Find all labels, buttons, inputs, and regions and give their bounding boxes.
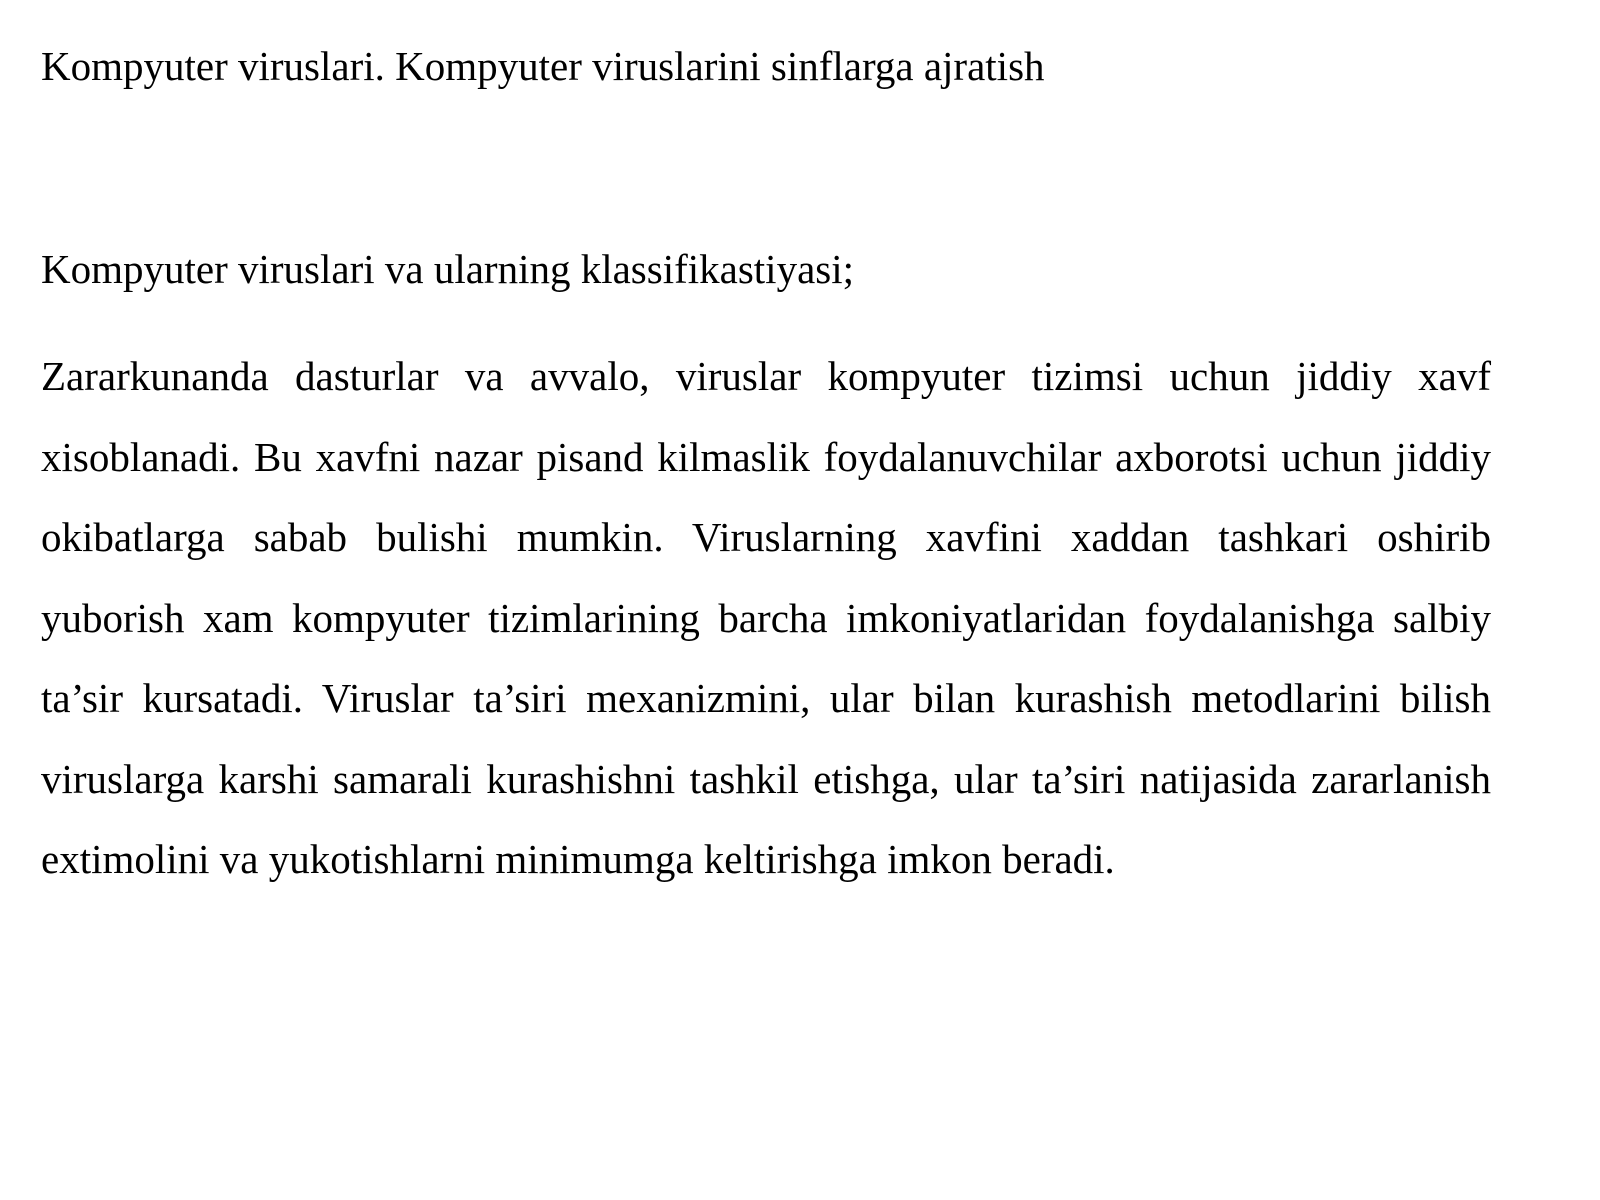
document-title: Kompyuter viruslari. Kompyuter viruslarini sinflarga ajratish xyxy=(41,43,1045,89)
body-paragraph: Zararkunanda dasturlar va avvalo, viruslar kompyuter tizimsi uchun jiddiy xavf xisoblanadi. Bu xavfni nazar pisand kilmaslik foydalanuvchilar axborotsi uchun jiddiy okibatlarga sabab bulishi mumkin. Viruslarning xavfini xaddan tashkari oshirib yuborish xam kompyuter tizimlarining barcha imkoniyatlaridan foydalanishga salbiy ta’sir kursatadi. Viruslar ta’siri mexanizmini, ular bilan kurashish metodlarini bilish viruslarga karshi samarali kurashishni tashkil etishga, ular ta’siri natijasida zararlanish extimolini va yukotishlarni minimumga keltirishga imkon beradi. xyxy=(41,353,1491,882)
section-heading: Kompyuter viruslari va ularning klassifikastiyasi; xyxy=(41,246,855,292)
document-page xyxy=(41,0,1491,1200)
